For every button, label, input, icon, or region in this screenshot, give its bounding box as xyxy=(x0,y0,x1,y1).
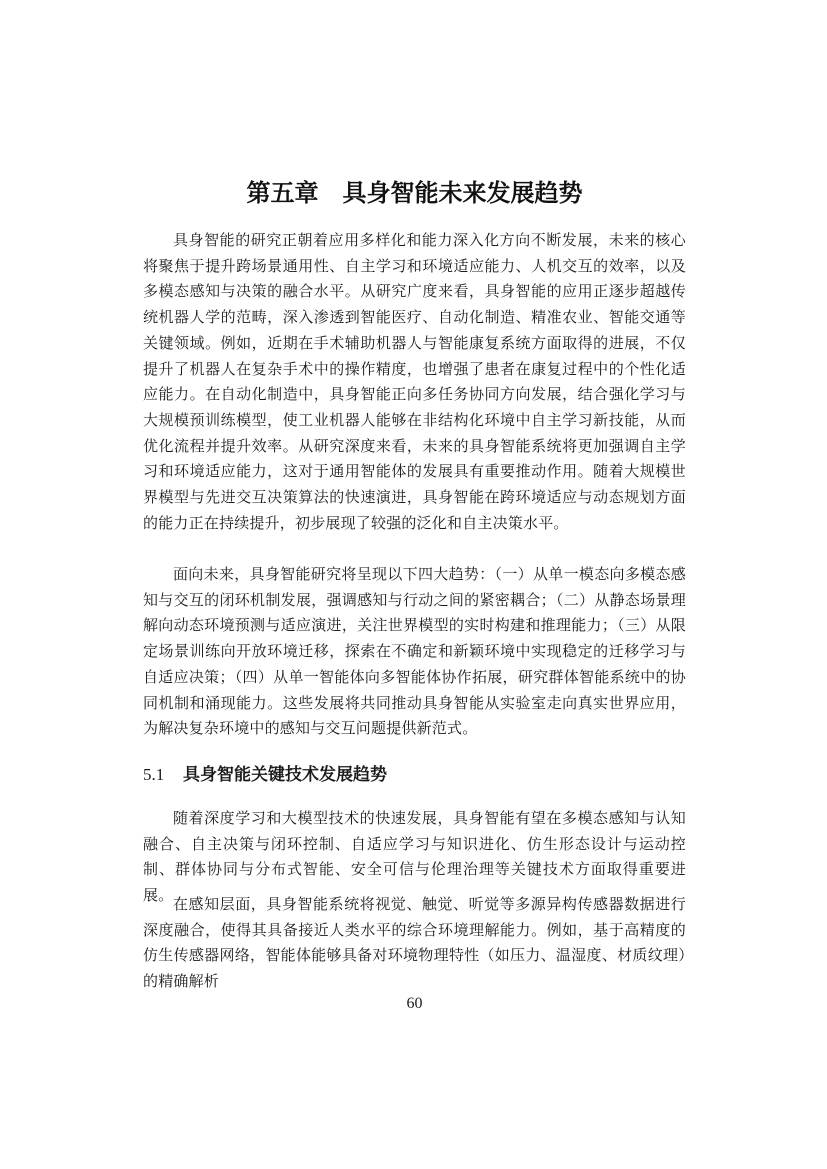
chapter-title: 第五章 具身智能未来发展趋势 xyxy=(246,179,583,207)
page-number: 60 xyxy=(406,995,423,1012)
body-paragraph: 在感知层面，具身智能系统将视觉、触觉、听觉等多源异构传感器数据进行深度融合，使得其具备接近人类水平的综合环境理解能力。例如，基于高精度的仿生传感器网络，智能体能够具备对环境物理特性（如压力、温湿度、材质纹理）的精确解析 xyxy=(143,895,686,991)
body-paragraph: 具身智能的研究正朝着应用多样化和能力深入化方向不断发展，未来的核心将聚焦于提升跨场景通用性、自主学习和环境适应能力、人机交互的效率，以及多模态感知与决策的融合水平。从研究广度来看，具身智能的应用正逐步超越传统机器人学的范畴，深入渗透到智能医疗、自动化制造、精准农业、智能交通等关键领域。例如，近期在手术辅助机器人与智能康复系统方面取得的进展，不仅提升了机器人在复杂手术中的操作精度，也增强了患者在康复过程中的个性化适应能力。在自动化制造中，具身智能正向多任务协同方向发展，结合强化学习与大规模预训练模型，使工业机器人能够在非结构化环境中自主学习新技能，从而优化流程并提升效率。从研究深度来看，未来的具身智能系统将更加强调自主学习和环境适应能力，这对于通用智能体的发展具有重要推动作用。随着大规模世界模型与先进交互决策算法的快速演进，具身智能在跨环境适应与动态规划方面的能力正在持续提升，初步展现了较强的泛化和自主决策水平。 xyxy=(143,231,686,532)
section-heading xyxy=(143,762,686,788)
section-title: 具身智能关键技术发展趋势 xyxy=(183,765,387,785)
body-paragraph: 面向未来，具身智能研究将呈现以下四大趋势：（一）从单一模态向多模态感知与交互的闭环机制发展，强调感知与行动之间的紧密耦合；（二）从静态场景理解向动态环境预测与适应演进，关注世界模型的实时构建和推理能力；（三）从限定场景训练向开放环境迁移，探索在不确定和新颖环境中实现稳定的迁移学习与自适应决策；（四）从单一智能体向多智能体协作拓展，研究群体智能系统中的协同机制和涌现能力。这些发展将共同推动具身智能从实验室走向真实世界应用，为解决复杂环境中的感知与交互问题提供新范式。 xyxy=(143,565,686,738)
body-paragraph: 随着深度学习和大模型技术的快速发展，具身智能有望在多模态感知与认知融合、自主决策与闭环控制、自适应学习与知识进化、仿生形态设计与运动控制、群体协同与分布式智能、安全可信与伦理治理等关键技术方面取得重要进展。 xyxy=(143,809,686,905)
section-number: 5.1 xyxy=(143,765,165,784)
